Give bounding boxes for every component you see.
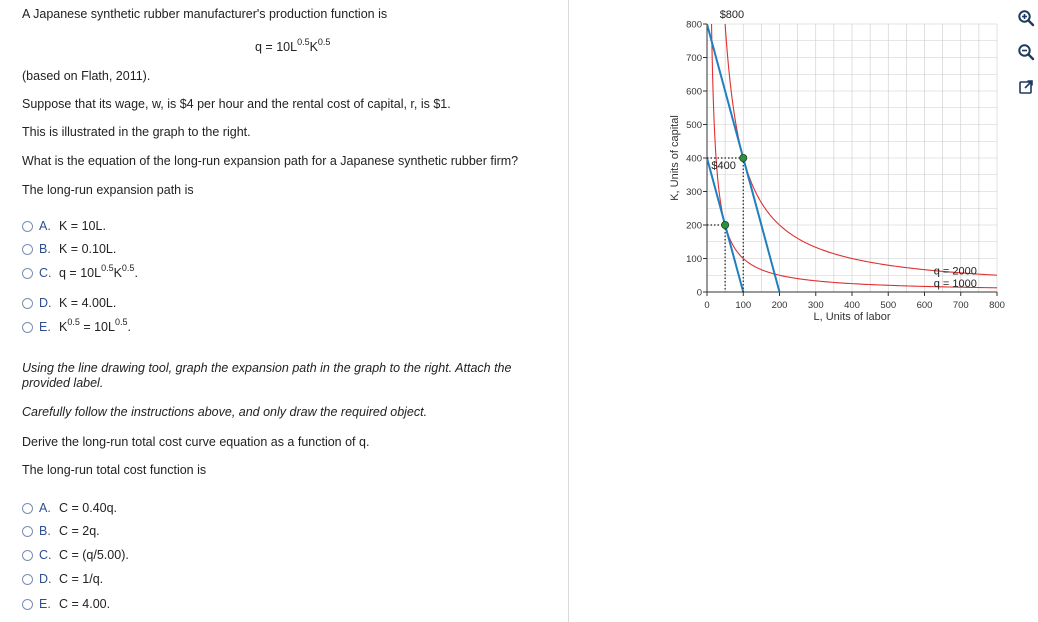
y-tick-label: 500 (686, 120, 702, 131)
q1-option-a[interactable]: A. K = 10L. (22, 218, 106, 234)
x-tick-label: 500 (880, 300, 897, 311)
wage-text: Suppose that its wage, w, is $4 per hour and the rental cost of capital, r, is $1. (22, 97, 451, 111)
y-tick-label: 800 (686, 19, 702, 31)
q2-option-e[interactable]: E. C = 4.00. (22, 596, 110, 612)
radio-button[interactable] (22, 550, 33, 561)
x-tick-label: 800 (989, 300, 1005, 311)
citation-text: (based on Flath, 2011). (22, 69, 151, 83)
isocost-label: $800 (719, 9, 745, 21)
q1-option-d[interactable]: D. K = 4.00L. (22, 295, 116, 311)
question-2-text: Derive the long-run total cost curve equation as a function of q. (22, 435, 370, 449)
radio-button[interactable] (22, 244, 33, 255)
q1-option-e[interactable]: E. $K^{0.5} = 10L^{0.5}$. (22, 319, 131, 335)
x-tick-label: 400 (844, 300, 860, 311)
radio-button[interactable] (22, 322, 33, 333)
y-tick-label: 600 (686, 86, 702, 98)
q2-option-b[interactable]: B. C = 2q. (22, 523, 100, 539)
y-tick-label: 0 (696, 287, 702, 299)
isocost-label: $400 (711, 160, 736, 172)
y-tick-label: 300 (686, 187, 702, 198)
y-tick-label: 400 (686, 153, 702, 165)
x-axis-label: L, Units of labor (813, 311, 891, 323)
q1-option-c[interactable]: C. $q = 10L^{0.5}K^{0.5}$. (22, 265, 138, 281)
chart-svg[interactable] (640, 0, 1005, 340)
panel-divider (568, 0, 569, 622)
open-external-icon[interactable] (1016, 77, 1036, 97)
q2-option-c[interactable]: C. C = (q/5.00). (22, 547, 129, 563)
tangency-point (722, 221, 729, 228)
x-tick-label: 600 (916, 300, 933, 311)
question-2-prompt: The long-run total cost function is (22, 463, 207, 477)
y-axis-label: K, Units of capital (669, 115, 681, 201)
q2-option-a[interactable]: A. C = 0.40q. (22, 500, 117, 516)
isocost-isoquant-graph[interactable] (640, 0, 1005, 340)
instruction-text: Using the line drawing tool, graph the expansion path in the graph to the right. Attach the provided label. (22, 361, 512, 390)
radio-button[interactable] (22, 599, 33, 610)
isoquant-label: q = 1000 (933, 277, 977, 290)
radio-button[interactable] (22, 503, 33, 514)
intro-text: A Japanese synthetic rubber manufacturer's production function is (22, 7, 388, 21)
radio-button[interactable] (22, 298, 33, 309)
zoom-out-icon[interactable] (1016, 42, 1036, 62)
radio-button[interactable] (22, 574, 33, 585)
q1-option-b[interactable]: B. K = 0.10L. (22, 241, 116, 257)
isoquant-curve (712, 24, 997, 288)
radio-button[interactable] (22, 268, 33, 279)
y-tick-label: 200 (686, 220, 702, 232)
isoquant-label: q = 2000 (933, 265, 977, 278)
x-tick-label: 100 (735, 300, 752, 311)
x-tick-label: 0 (704, 300, 710, 311)
y-tick-label: 100 (686, 254, 702, 265)
isoquant-curve (725, 24, 997, 275)
zoom-in-icon[interactable] (1016, 8, 1036, 28)
question-1-text: What is the equation of the long-run expansion path for a Japanese synthetic rubber firm? (22, 154, 519, 168)
illustrated-text: This is illustrated in the graph to the right. (22, 125, 251, 139)
x-tick-label: 300 (807, 300, 824, 311)
careful-text: Carefully follow the instructions above, and only draw the required object. (22, 405, 428, 419)
y-tick-label: 700 (686, 53, 702, 64)
production-function: $q = 10L^{0.5}K^{0.5}$ (255, 37, 331, 54)
radio-button[interactable] (22, 221, 33, 232)
x-tick-label: 700 (952, 300, 969, 311)
x-tick-label: 200 (771, 300, 788, 311)
question-1-prompt: The long-run expansion path is (22, 183, 194, 197)
q2-option-d[interactable]: D. C = 1/q. (22, 571, 103, 587)
radio-button[interactable] (22, 526, 33, 537)
tangency-point (740, 154, 747, 161)
